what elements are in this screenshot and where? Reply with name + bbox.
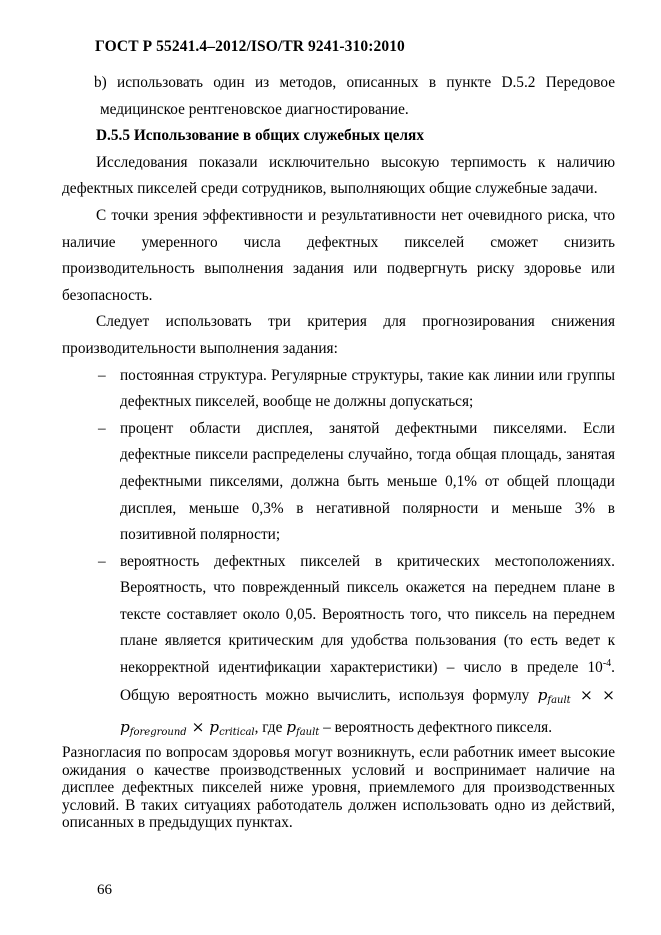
list-item-text: постоянная структура. Регулярные структуры, такие как линии или группы дефектных пикселей, вообще не должны допускаться; — [120, 366, 615, 411]
dash-bullet: – — [98, 552, 106, 570]
paragraph: Исследования показали исключительно высокую терпимость к наличию дефектных пикселей среди сотрудников, выполняющих общие служебные задачи. — [62, 153, 615, 198]
times-sign: × — [191, 718, 205, 737]
list-item-text: – вероятность дефектного пикселя. — [319, 719, 553, 737]
list-item-text: процент области дисплея, занятой дефектными пикселями. Если дефектные пиксели распределены случайно, тогда общая площадь, занятая дефектными пикселями, должна быть меньше 0,1% от общей площади дисплея, меньше 0,3% в негативной полярности и меньше 3% в позитивной полярности; — [120, 419, 615, 544]
page-number: 66 — [97, 882, 112, 898]
times-sign: × — [580, 685, 593, 704]
formula-subscript: foreground — [129, 727, 187, 739]
formula-symbol: p — [120, 718, 130, 737]
formula-symbol: p — [537, 685, 548, 704]
formula-subscript: fault — [296, 727, 320, 739]
dash-bullet: – — [98, 419, 106, 437]
list-item — [62, 549, 615, 747]
formula — [286, 718, 320, 739]
list-item — [62, 363, 615, 416]
formula-symbol: p — [286, 718, 296, 737]
list-item — [62, 416, 615, 549]
list-item-text: . Общую вероятность можно вычислить, используя формулу — [120, 659, 615, 704]
dash-bullet: – — [98, 366, 106, 384]
criteria-list — [62, 363, 615, 747]
list-item-text: , где — [254, 719, 287, 737]
body-text — [62, 70, 615, 747]
list-item-b: b) использовать один из методов, описанных в пункте D.5.2 Передовое медицинское рентгеновское диагностирование. — [94, 74, 615, 118]
times-sign: × — [602, 685, 615, 704]
list-item-text: вероятность дефектных пикселей в критических местоположениях. Вероятность, что поврежденный пиксель окажется на переднем плане в тексте составляет около 0,05. Вероятность того, что пиксель на переднем плане является критическим для удобства пользования (то есть ведет к некорректной идентификации характеристики) – число в пределе 10 — [120, 552, 615, 677]
paragraph: Следует использовать три критерия для прогнозирования снижения производительности выполнения задания: — [62, 313, 615, 357]
exponent: -4 — [602, 657, 612, 669]
paragraph: С точки зрения эффективности и результативности нет очевидного риска, что наличие умеренного числа дефектных пикселей сможет снизить производительность выполнения задания или подвергнуть риску здоровье или безопасность. — [62, 206, 615, 304]
formula-subscript: critical — [219, 727, 255, 739]
final-paragraph: Разногласия по вопросам здоровья могут возникнуть, если работник имеет высокие ожидания о качестве производственных условий и воспринимает наличие на дисплее дефектных пикселей ниже уровня, приемлемого для производственных условий. В таких ситуациях работодатель должен использовать одно из действий, описанных в предыдущих пунктах. — [62, 744, 615, 831]
section-heading: D.5.5 Использование в общих служебных целях — [96, 127, 424, 145]
document-header: ГОСТ Р 55241.4–2012/ISO/TR 9241-310:2010 — [95, 38, 405, 55]
formula-symbol: p — [209, 718, 220, 737]
formula-subscript: fault — [547, 694, 571, 706]
